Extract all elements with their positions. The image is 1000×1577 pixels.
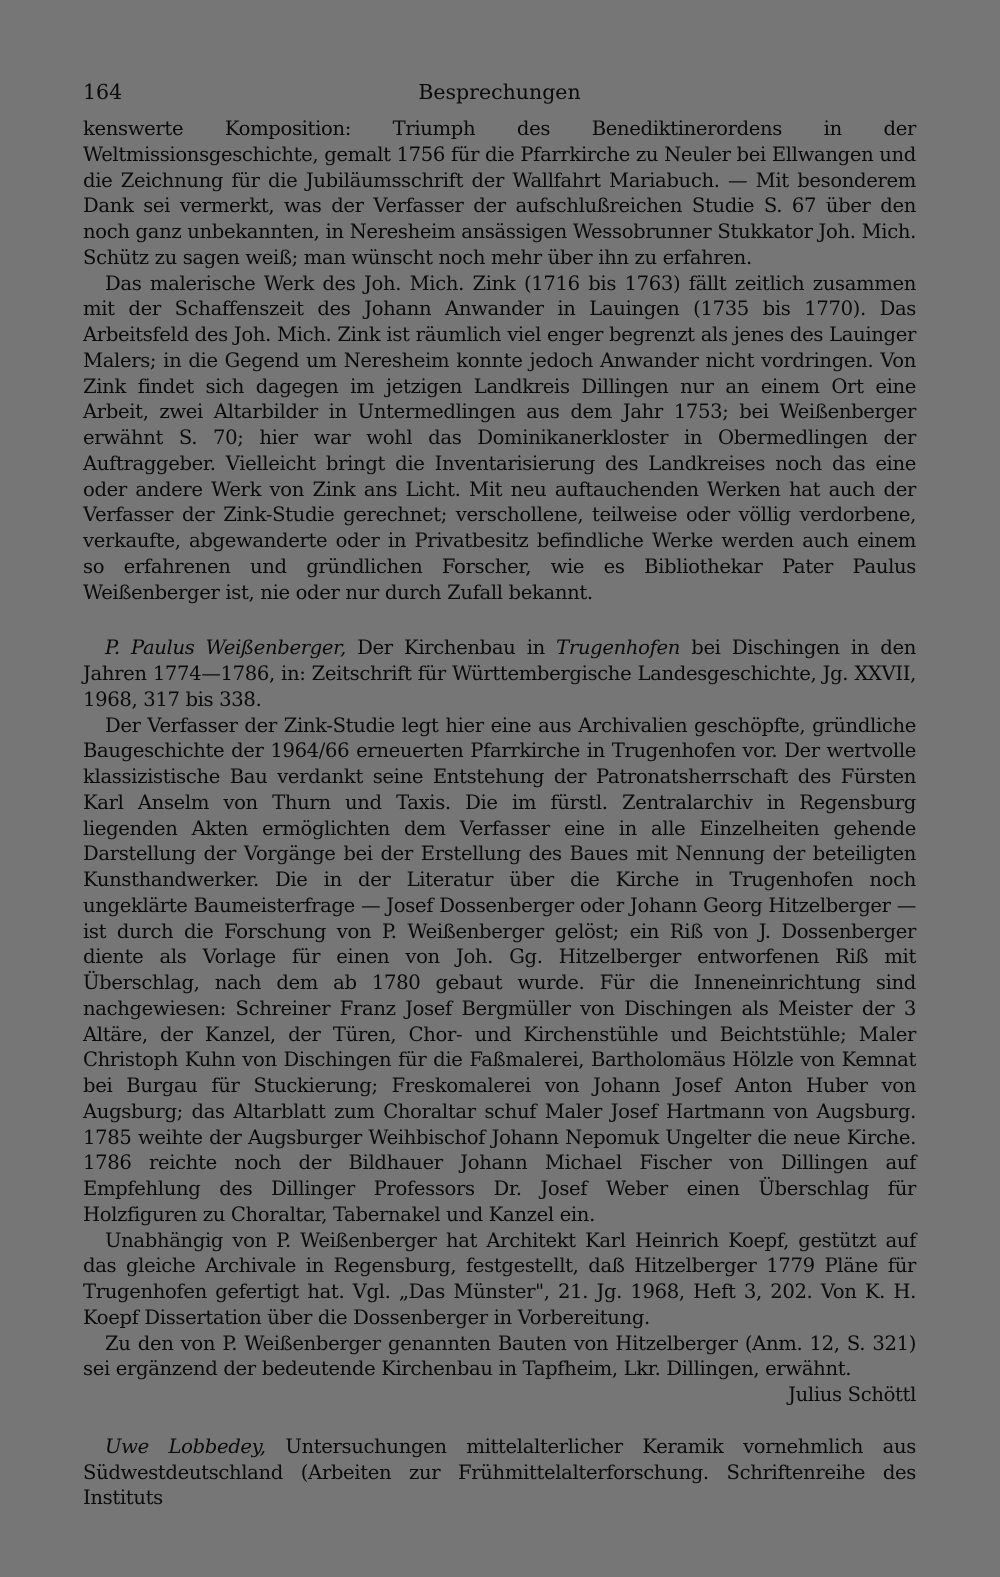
running-head <box>83 72 916 116</box>
reference-author: P. Paulus Weißenberger, <box>105 636 346 660</box>
paragraph: kenswerte Komposition: Triumph des Benediktinerordens in der Weltmissionsgeschichte, gemalt 1756 für die Pfarrkirche zu Neuler bei Ellwangen und die Zeichnung für die Jubiläumsschrift der Wallfahrt Mariabuch. — Mit besonderem Dank sei vermerkt, was der Verfasser der aufschlußreichen Studie S. 67 über den noch ganz unbekannten, in Neresheim ansässigen Wessobrunner Stukkator Joh. Mich. Schütz zu sagen weiß; man wünscht noch mehr über ihn zu erfahren. <box>83 117 916 269</box>
paragraph: Unabhängig von P. Weißenberger hat Architekt Karl Heinrich Koepf, gestützt auf das gleiche Archivale in Regensburg, festgestellt, daß Hitzelberger 1779 Pläne für Trugenhofen gefertigt hat. Vgl. „Das Münster", 21. Jg. 1968, Heft 3, 202. Von K. H. Koepf Dissertation über die Dossenberger in Vorbereitung. <box>83 1228 916 1329</box>
paragraph: Das malerische Werk des Joh. Mich. Zink (1716 bis 1763) fällt zeitlich zusammen mit der Schaffenszeit des Johann Anwander in Lauingen (1735 bis 1770). Das Arbeitsfeld des Joh. Mich. Zink ist räumlich viel enger begrenzt als jenes des Lauinger Malers; in die Gegend um Neresheim konnte jedoch Anwander nicht vordringen. Von Zink findet sich dagegen im jetzigen Landkreis Dillingen nur an einem Ort eine Arbeit, zwei Altarbilder in Untermedlingen aus dem Jahr 1753; bei Weißenberger erwähnt S. 70; hier war wohl das Dominikanerkloster in Obermedlingen der Auftraggeber. Vielleicht bringt die Inventarisierung des Landkreises noch das eine oder andere Werk von Zink ans Licht. Mit neu auftauchenden Werken hat auch der Verfasser der Zink-Studie gerechnet; verschollene, teilweise oder völlig verdorbene, verkaufte, abgewanderte oder in Privatbesitz befindliche Werke werden auch einem so erfahrenen und gründlichen Forscher, wie es Bibliothekar Pater Paulus Weißenberger ist, nie oder nur durch Zufall bekannt. <box>83 271 916 604</box>
reference-author: Uwe Lobbedey, <box>105 1434 266 1458</box>
reference-text: Untersuchungen mittelalterlicher Keramik vornehmlich aus Südwestdeutschland (Arbeiten zur Frühmittelalterforschung. Schriftenreihe des Instituts <box>83 1434 916 1510</box>
book-page <box>83 72 916 1511</box>
reference-text: bei Dischingen in den Jahren 1774—1786, in: Zeitschrift für Württembergische Landesgeschichte, Jg. XXVII, 1968, 317 bis 338. <box>83 636 916 711</box>
reference-place: Trugenhofen <box>556 636 680 660</box>
page-number: 164 <box>83 80 123 104</box>
paragraph: Der Verfasser der Zink-Studie legt hier eine aus Archivalien geschöpfte, gründliche Baugeschichte der 1964/66 erneuerten Pfarrkirche in Trugenhofen vor. Der wertvolle klassizistische Bau verdankt seine Entstehung der Patronatsherrschaft des Fürsten Karl Anselm von Thurn und Taxis. Die im fürstl. Zentralarchiv in Regensburg liegenden Akten ermöglichten dem Verfasser eine in alle Einzelheiten gehende Darstellung der Vorgänge bei der Erstellung des Baues mit Nennung der beteiligten Kunsthandwerker. Die in der Literatur über die Kirche in Trugenhofen noch ungeklärte Baumeisterfrage — Josef Dossenberger oder Johann Georg Hitzelberger — ist durch die Forschung von P. Weißenberger gelöst; ein Riß von J. Dossenberger diente als Vorlage für einen von Joh. Gg. Hitzelberger entworfenen Riß mit Überschlag, nach dem ab 1780 gebaut wurde. Für die Inneneinrichtung sind nachgewiesen: Schreiner Franz Josef Bergmüller von Dischingen als Meister der 3 Altäre, der Kanzel, der Türen, Chor- und Kirchenstühle und Beichtstühle; Maler Christoph Kuhn von Dischingen für die Faßmalerei, Bartholomäus Hölzle von Kemnat bei Burgau für Stuckierung; Freskomalerei von Johann Josef Anton Huber von Augsburg; das Altarblatt zum Choraltar schuf Maler Josef Hartmann von Augsburg. 1785 weihte der Augsburger Weihbischof Johann Nepomuk Ungelter die neue Kirche. 1786 reichte noch der Bildhauer Johann Michael Fischer von Dillingen auf Empfehlung des Dillinger Professors Dr. Josef Weber einen Überschlag für Holzfiguren zu Choraltar, Tabernakel und Kanzel ein. <box>83 713 916 1226</box>
review-reference <box>83 635 916 712</box>
page-body <box>83 116 916 1511</box>
reference-text: Der Kirchenbau in <box>345 636 557 660</box>
paragraph: Zu den von P. Weißenberger genannten Bauten von Hitzelberger (Anm. 12, S. 321) sei ergänzend der bedeutende Kirchenbau in Tapfheim, Lkr. Dillingen, erwähnt. <box>83 1331 916 1381</box>
reviewer-signature: Julius Schöttl <box>788 1383 916 1406</box>
running-head-title: Besprechungen <box>418 80 581 104</box>
review-reference <box>83 1434 916 1511</box>
